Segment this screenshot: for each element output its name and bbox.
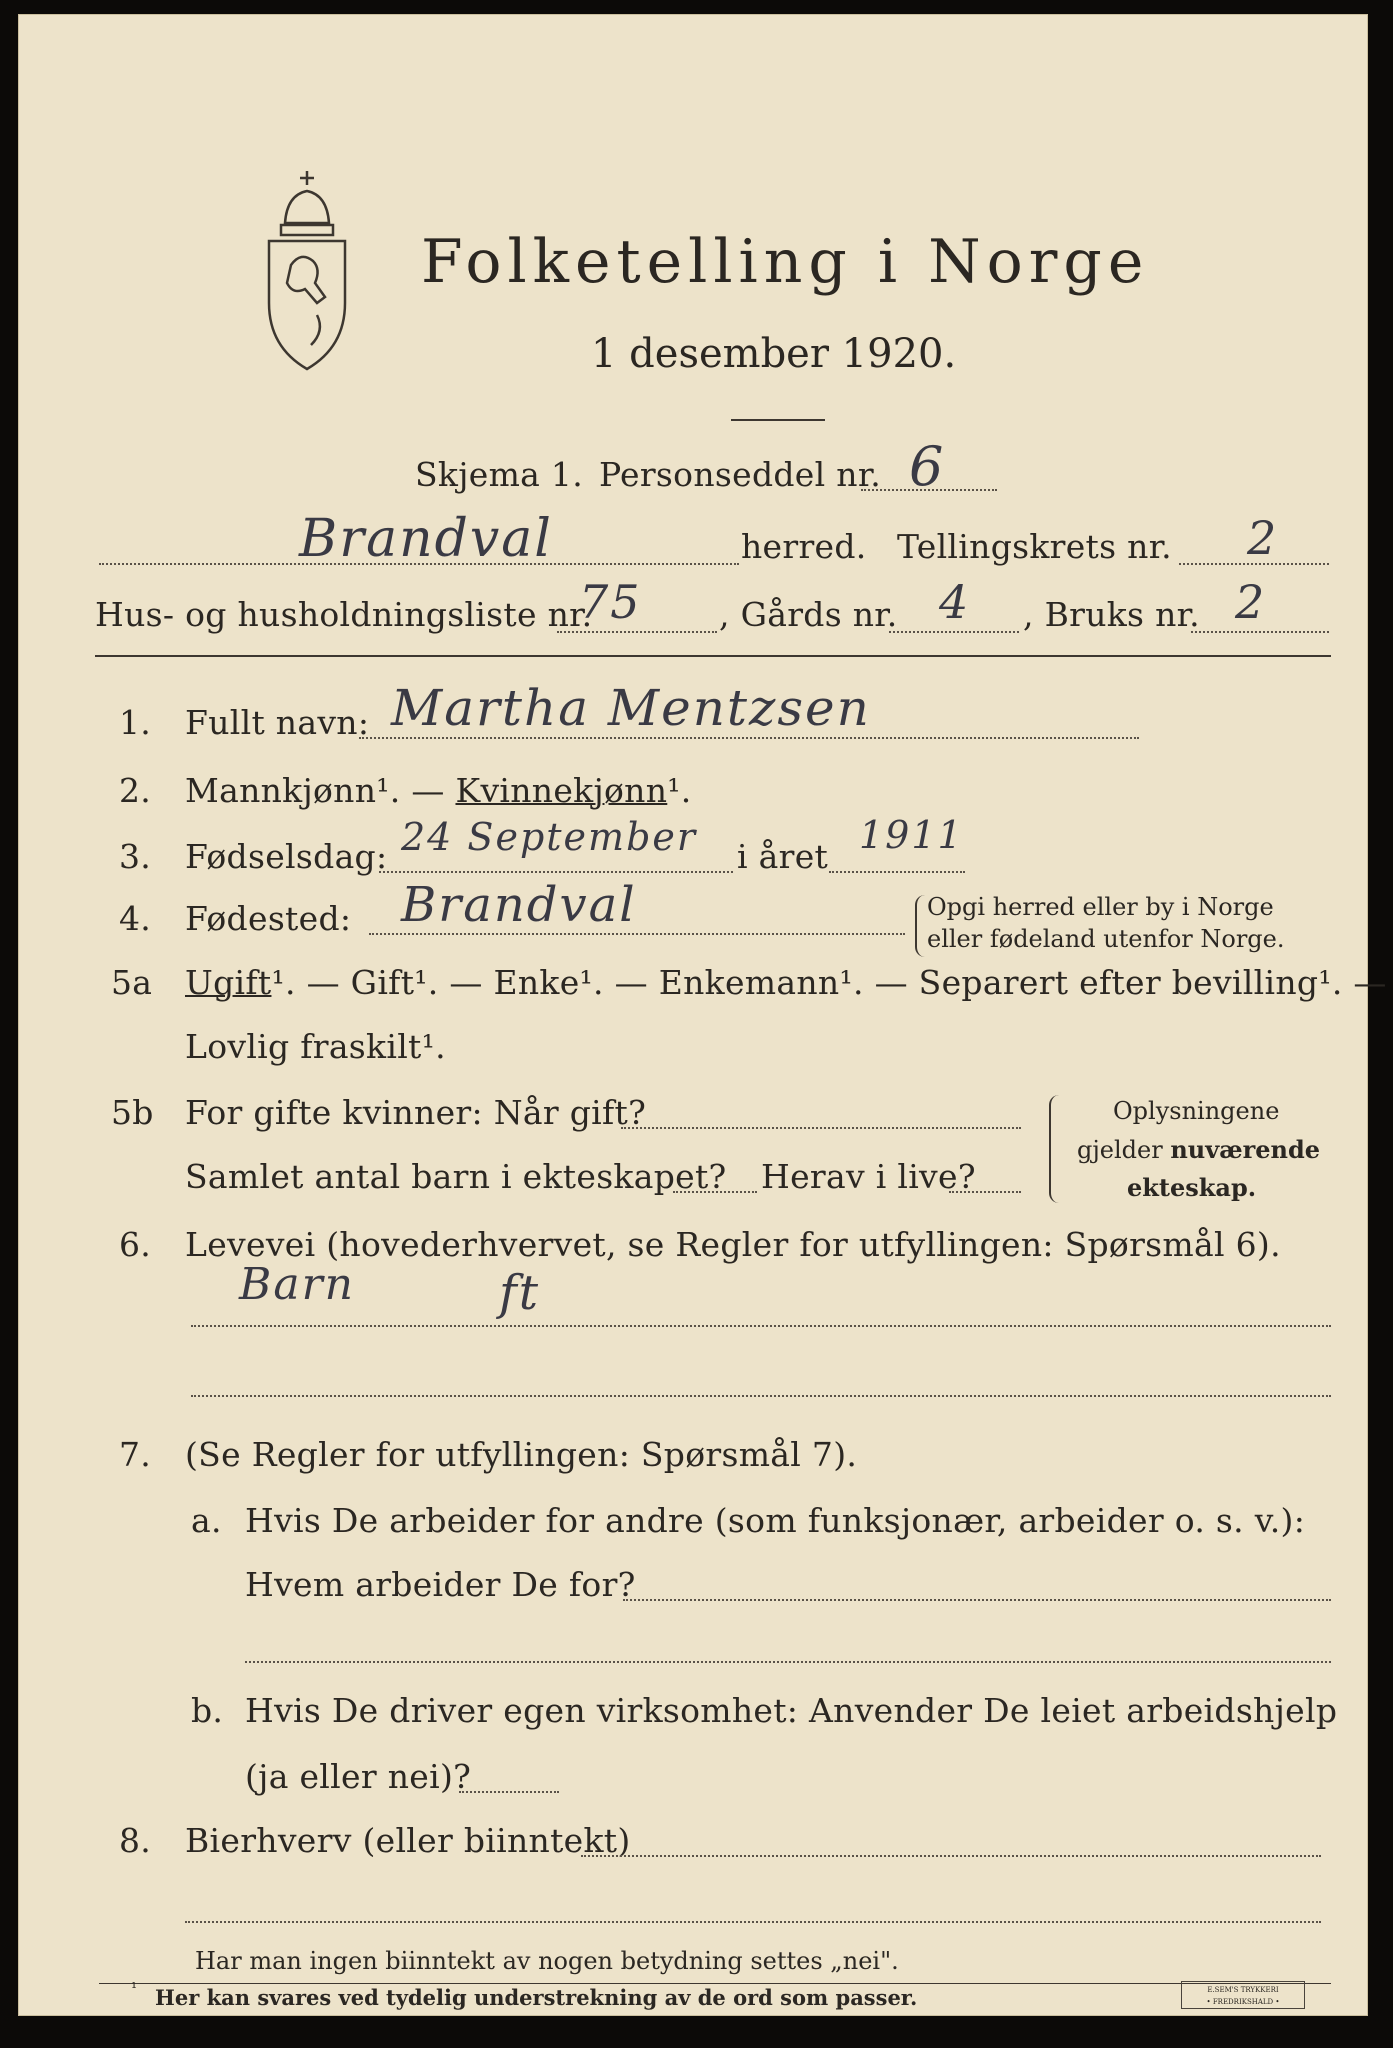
q5a-number: 5a: [111, 963, 153, 1002]
q1-number: 1.: [119, 703, 152, 742]
year-label: i året: [737, 837, 829, 876]
birthplace-value[interactable]: Brandval: [401, 877, 637, 933]
occupation-value-2[interactable]: ft: [499, 1265, 541, 1321]
q5b-note-line3: ekteskap.: [1127, 1173, 1257, 1202]
q4-number: 4.: [119, 899, 152, 938]
q7a-line2: Hvem arbeider De for?: [245, 1565, 636, 1604]
q6-number: 6.: [119, 1225, 152, 1264]
tellingskrets-label: Tellingskrets nr.: [897, 527, 1172, 566]
q7-label: (Se Regler for utfyllingen: Spørsmål 7).: [185, 1435, 858, 1474]
bruks-label: , Bruks nr.: [1023, 595, 1200, 634]
q3-number: 3.: [119, 837, 152, 876]
q8-label: Bierhverv (eller biinntekt): [185, 1821, 631, 1860]
q7a-number: a.: [191, 1501, 222, 1540]
q6-label: Levevei (hovederhvervet, se Regler for utfyllingen: Spørsmål 6).: [185, 1225, 1281, 1264]
personseddel-value[interactable]: 6: [909, 435, 946, 498]
ugift-option[interactable]: Ugift: [185, 963, 272, 1002]
footer-rule: [99, 1983, 1331, 1984]
q7b-line2: (ja eller nei)?: [245, 1757, 472, 1796]
marital-status-options: Ugift¹. — Gift¹. — Enke¹. — Enkemann¹. — Separert efter bevilling¹. —: [185, 963, 1387, 1002]
norway-coat-of-arms-icon: [257, 165, 357, 375]
q7-number: 7.: [119, 1435, 152, 1474]
q7a-line1: Hvis De arbeider for andre (som funksjonær, arbeider o. s. v.):: [245, 1501, 1306, 1540]
q5b-number: 5b: [111, 1093, 154, 1132]
personseddel-label: Personseddel nr.: [599, 455, 882, 494]
printer-stamp: E.SEM'S TRYKKERI • FREDRIKSHALD •: [1181, 1981, 1305, 2009]
q4-label: Fødested:: [185, 899, 352, 938]
gards-value[interactable]: 4: [939, 575, 971, 629]
tellingskrets-value[interactable]: 2: [1247, 511, 1279, 565]
bruks-value[interactable]: 2: [1235, 575, 1267, 629]
kvinnekjonn-option[interactable]: Kvinnekjønn: [455, 771, 668, 810]
q2-number: 2.: [119, 771, 152, 810]
gards-label: , Gårds nr.: [719, 595, 898, 634]
q7b-number: b.: [191, 1691, 224, 1730]
q1-label: Fullt navn:: [185, 703, 370, 742]
q5a-line2: Lovlig fraskilt¹.: [185, 1027, 446, 1066]
husliste-label: Hus- og husholdningsliste nr.: [95, 595, 593, 634]
title-divider: [731, 419, 825, 421]
skjema-label: Skjema 1.: [415, 455, 584, 494]
herred-label: herred.: [741, 527, 867, 566]
q7b-line1: Hvis De driver egen virksomhet: Anvender De leiet arbeidshjelp: [245, 1691, 1338, 1730]
header-rule: [95, 655, 1331, 657]
occupation-value[interactable]: Barn: [239, 1259, 355, 1310]
census-form-page: [18, 14, 1387, 2016]
gender-options: Mannkjønn¹. — Kvinnekjønn¹.: [185, 771, 692, 810]
q5b-note-line1: Oplysningene: [1113, 1097, 1280, 1125]
census-date: 1 desember 1920.: [591, 331, 957, 377]
birth-year-value[interactable]: 1911: [859, 813, 964, 857]
q5b-line2b: Herav i live?: [761, 1157, 976, 1196]
q5b-line1: For gifte kvinner: Når gift?: [185, 1093, 647, 1132]
q5b-note-line2: gjelder nuværende: [1077, 1135, 1321, 1164]
q8-number: 8.: [119, 1821, 152, 1860]
birthdate-value[interactable]: 24 September: [401, 815, 698, 859]
q3-label: Fødselsdag:: [185, 837, 388, 876]
husliste-value[interactable]: 75: [579, 575, 642, 629]
form-title: Folketelling i Norge: [421, 227, 1150, 297]
footnote-mark: ¹: [131, 1979, 138, 1997]
q4-note-line1: Opgi herred eller by i Norge: [927, 893, 1274, 921]
herred-value[interactable]: Brandval: [299, 509, 553, 569]
q4-note-line2: eller fødeland utenfor Norge.: [927, 925, 1285, 953]
q5b-line2a: Samlet antal barn i ekteskapet?: [185, 1157, 727, 1196]
footnote-text: Her kan svares ved tydelig understrekning av de ord som passer.: [155, 1985, 918, 2010]
full-name-value[interactable]: Martha Mentzsen: [391, 679, 871, 737]
biinntekt-note: Har man ingen biinntekt av nogen betydning settes „nei".: [195, 1947, 899, 1975]
